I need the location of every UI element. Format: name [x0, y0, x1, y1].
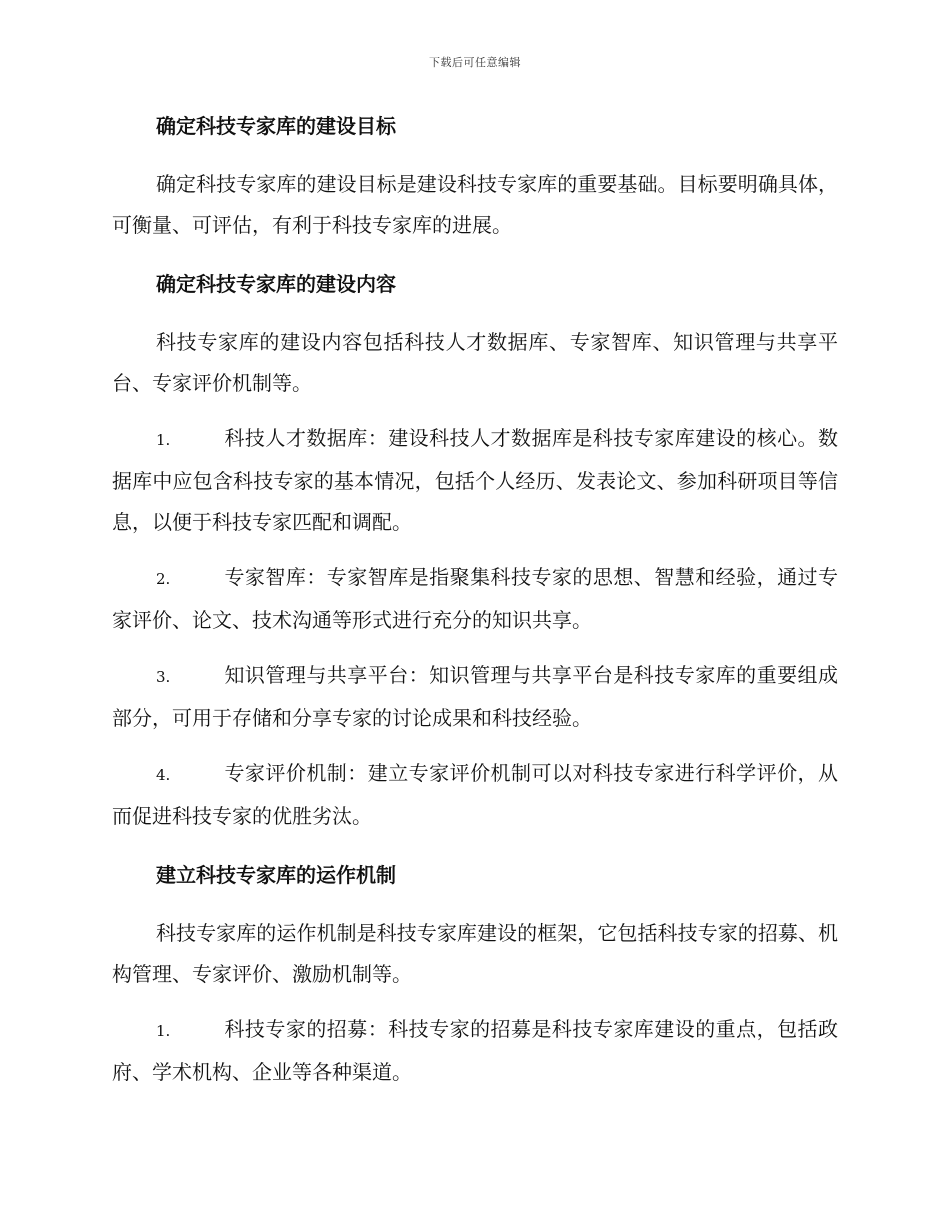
- list-item-number: 1.: [156, 431, 171, 449]
- list-item: [112, 753, 838, 837]
- list-item: [112, 418, 838, 543]
- page-header: 下载后可任意编辑: [429, 56, 521, 69]
- list-item-number: 2.: [156, 570, 171, 588]
- section-paragraph: 确定科技专家库的建设目标是建设科技专家库的重要基础。目标要明确具体，可衡量、可评估，有利于科技专家库的进展。: [112, 172, 838, 237]
- section-heading: 确定科技专家库的建设目标: [156, 114, 396, 138]
- list-item-text: 专家评价机制：建立专家评价机制可以对科技专家进行科学评价，从而促进科技专家的优胜劣汰。: [112, 761, 838, 828]
- list-item: [112, 557, 838, 641]
- section-heading: 确定科技专家库的建设内容: [156, 272, 396, 296]
- document-body: [112, 110, 838, 1093]
- list-item-number: 4.: [156, 766, 171, 784]
- list-item: [112, 1009, 838, 1093]
- list-item-text: 科技专家的招募：科技专家的招募是科技专家库建设的重点，包括政府、学术机构、企业等各种渠道。: [112, 1017, 838, 1084]
- list-item-number: 1.: [156, 1022, 171, 1040]
- section-heading: 建立科技专家库的运作机制: [156, 863, 396, 887]
- section-paragraph: 科技专家库的运作机制是科技专家库建设的框架，它包括科技专家的招募、机构管理、专家评价、激励机制等。: [112, 921, 838, 986]
- list-item-text: 知识管理与共享平台：知识管理与共享平台是科技专家库的重要组成部分，可用于存储和分享专家的讨论成果和科技经验。: [112, 663, 838, 730]
- list-item: [112, 655, 838, 739]
- list-item-text: 专家智库：专家智库是指聚集科技专家的思想、智慧和经验，通过专家评价、论文、技术沟通等形式进行充分的知识共享。: [112, 565, 838, 632]
- list-item-text: 科技人才数据库：建设科技人才数据库是科技专家库建设的核心。数据库中应包含科技专家的基本情况，包括个人经历、发表论文、参加科研项目等信息，以便于科技专家匹配和调配。: [112, 426, 838, 534]
- section-paragraph: 科技专家库的建设内容包括科技人才数据库、专家智库、知识管理与共享平台、专家评价机制等。: [112, 330, 838, 395]
- list-item-number: 3.: [156, 668, 171, 686]
